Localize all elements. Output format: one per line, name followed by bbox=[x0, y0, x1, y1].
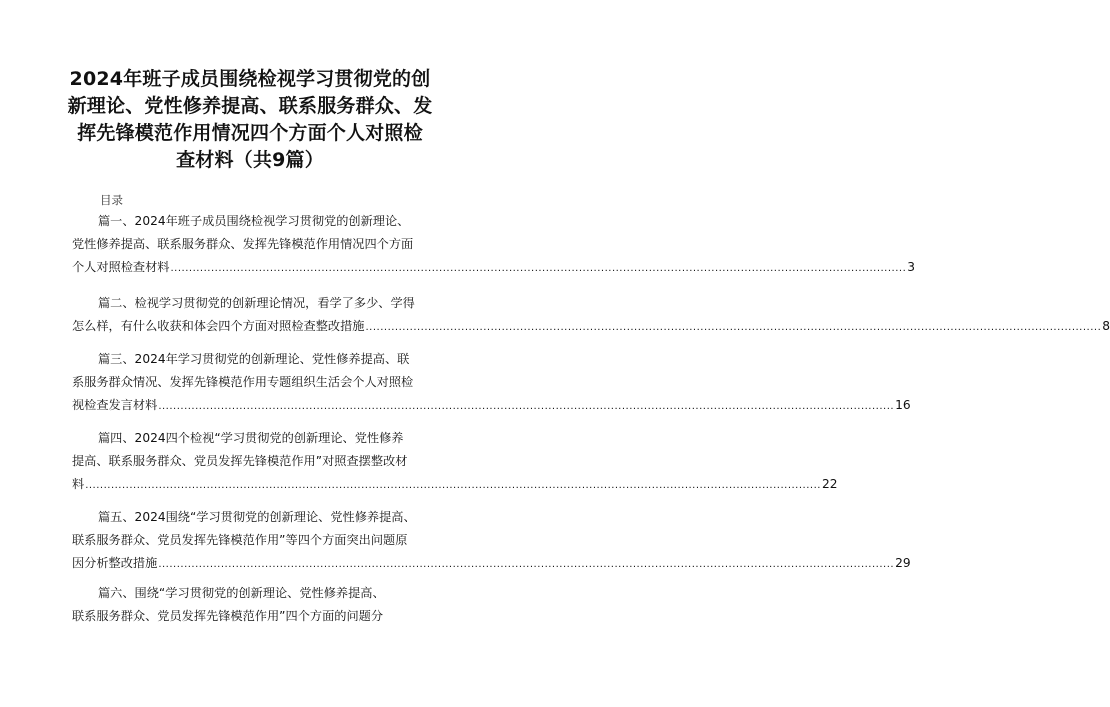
title-line: 2024年班子成员围绕检视学习贯彻党的创 bbox=[69, 68, 431, 90]
toc-entry-line: 因分析整改措施 bbox=[72, 556, 158, 570]
toc-entry-line: 篇五、2024围绕“学习贯彻党的创新理论、党性修养提高、 bbox=[98, 510, 416, 524]
toc-entry-2[interactable] bbox=[72, 292, 1110, 338]
document-title bbox=[58, 66, 442, 174]
toc-entry-line: 提高、联系服务群众、党员发挥先锋模范作用”对照查摆整改材 bbox=[72, 454, 408, 468]
toc-entry-3[interactable] bbox=[72, 348, 911, 417]
title-line: 新理论、党性修养提高、联系服务群众、发 bbox=[67, 95, 433, 117]
dot-leader: ........................................................................................................................................................................................................ bbox=[85, 480, 821, 491]
toc-entry-line: 联系服务群众、党员发挥先锋模范作用”四个方面的问题分 bbox=[72, 609, 384, 623]
toc-entry-line: 个人对照检查材料 bbox=[72, 260, 170, 274]
toc-entry-line: 篇六、围绕“学习贯彻党的创新理论、党性修养提高、 bbox=[98, 586, 385, 600]
toc-entry-line: 视检查发言材料 bbox=[72, 398, 158, 412]
dot-leader: ........................................................................................................................................................................................................ bbox=[158, 401, 895, 412]
toc-heading: 目录 bbox=[100, 193, 123, 207]
toc-entry-line: 联系服务群众、党员发挥先锋模范作用”等四个方面突出问题原 bbox=[72, 533, 408, 547]
toc-entry-line: 篇一、2024年班子成员围绕检视学习贯彻党的创新理论、 bbox=[98, 214, 410, 228]
toc-page-number: 8 bbox=[1102, 319, 1110, 333]
title-line: 查材料（共9篇） bbox=[176, 149, 324, 171]
toc-entry-line: 料 bbox=[72, 477, 85, 491]
toc-entry-line: 党性修养提高、联系服务群众、发挥先锋模范作用情况四个方面 bbox=[72, 237, 414, 251]
toc-page-number: 22 bbox=[821, 477, 838, 491]
toc-entry-line: 系服务群众情况、发挥先锋模范作用专题组织生活会个人对照检 bbox=[72, 375, 414, 389]
dot-leader: ........................................................................................................................................................................................................ bbox=[170, 263, 907, 274]
title-line: 挥先锋模范作用情况四个方面个人对照检 bbox=[77, 122, 423, 144]
toc-page-number: 16 bbox=[895, 398, 911, 412]
toc-entry-5[interactable] bbox=[72, 506, 911, 575]
dot-leader: ........................................................................................................................................................................................................ bbox=[365, 322, 1102, 333]
toc-entry-6[interactable] bbox=[72, 582, 428, 628]
toc-entry-line: 怎么样，有什么收获和体会四个方面对照检查整改措施 bbox=[72, 319, 365, 333]
toc-entry-line: 篇二、检视学习贯彻党的创新理论情况，看学了多少、学得 bbox=[98, 296, 415, 310]
toc-page-number: 3 bbox=[907, 260, 916, 274]
toc-entry-1[interactable] bbox=[72, 210, 916, 279]
dot-leader: ........................................................................................................................................................................................................ bbox=[158, 559, 895, 570]
toc-entry-4[interactable] bbox=[72, 427, 838, 496]
toc-entry-line: 篇四、2024四个检视“学习贯彻党的创新理论、党性修养 bbox=[98, 431, 404, 445]
toc-entry-line: 篇三、2024年学习贯彻党的创新理论、党性修养提高、联 bbox=[98, 352, 410, 366]
toc-page-number: 29 bbox=[895, 556, 911, 570]
